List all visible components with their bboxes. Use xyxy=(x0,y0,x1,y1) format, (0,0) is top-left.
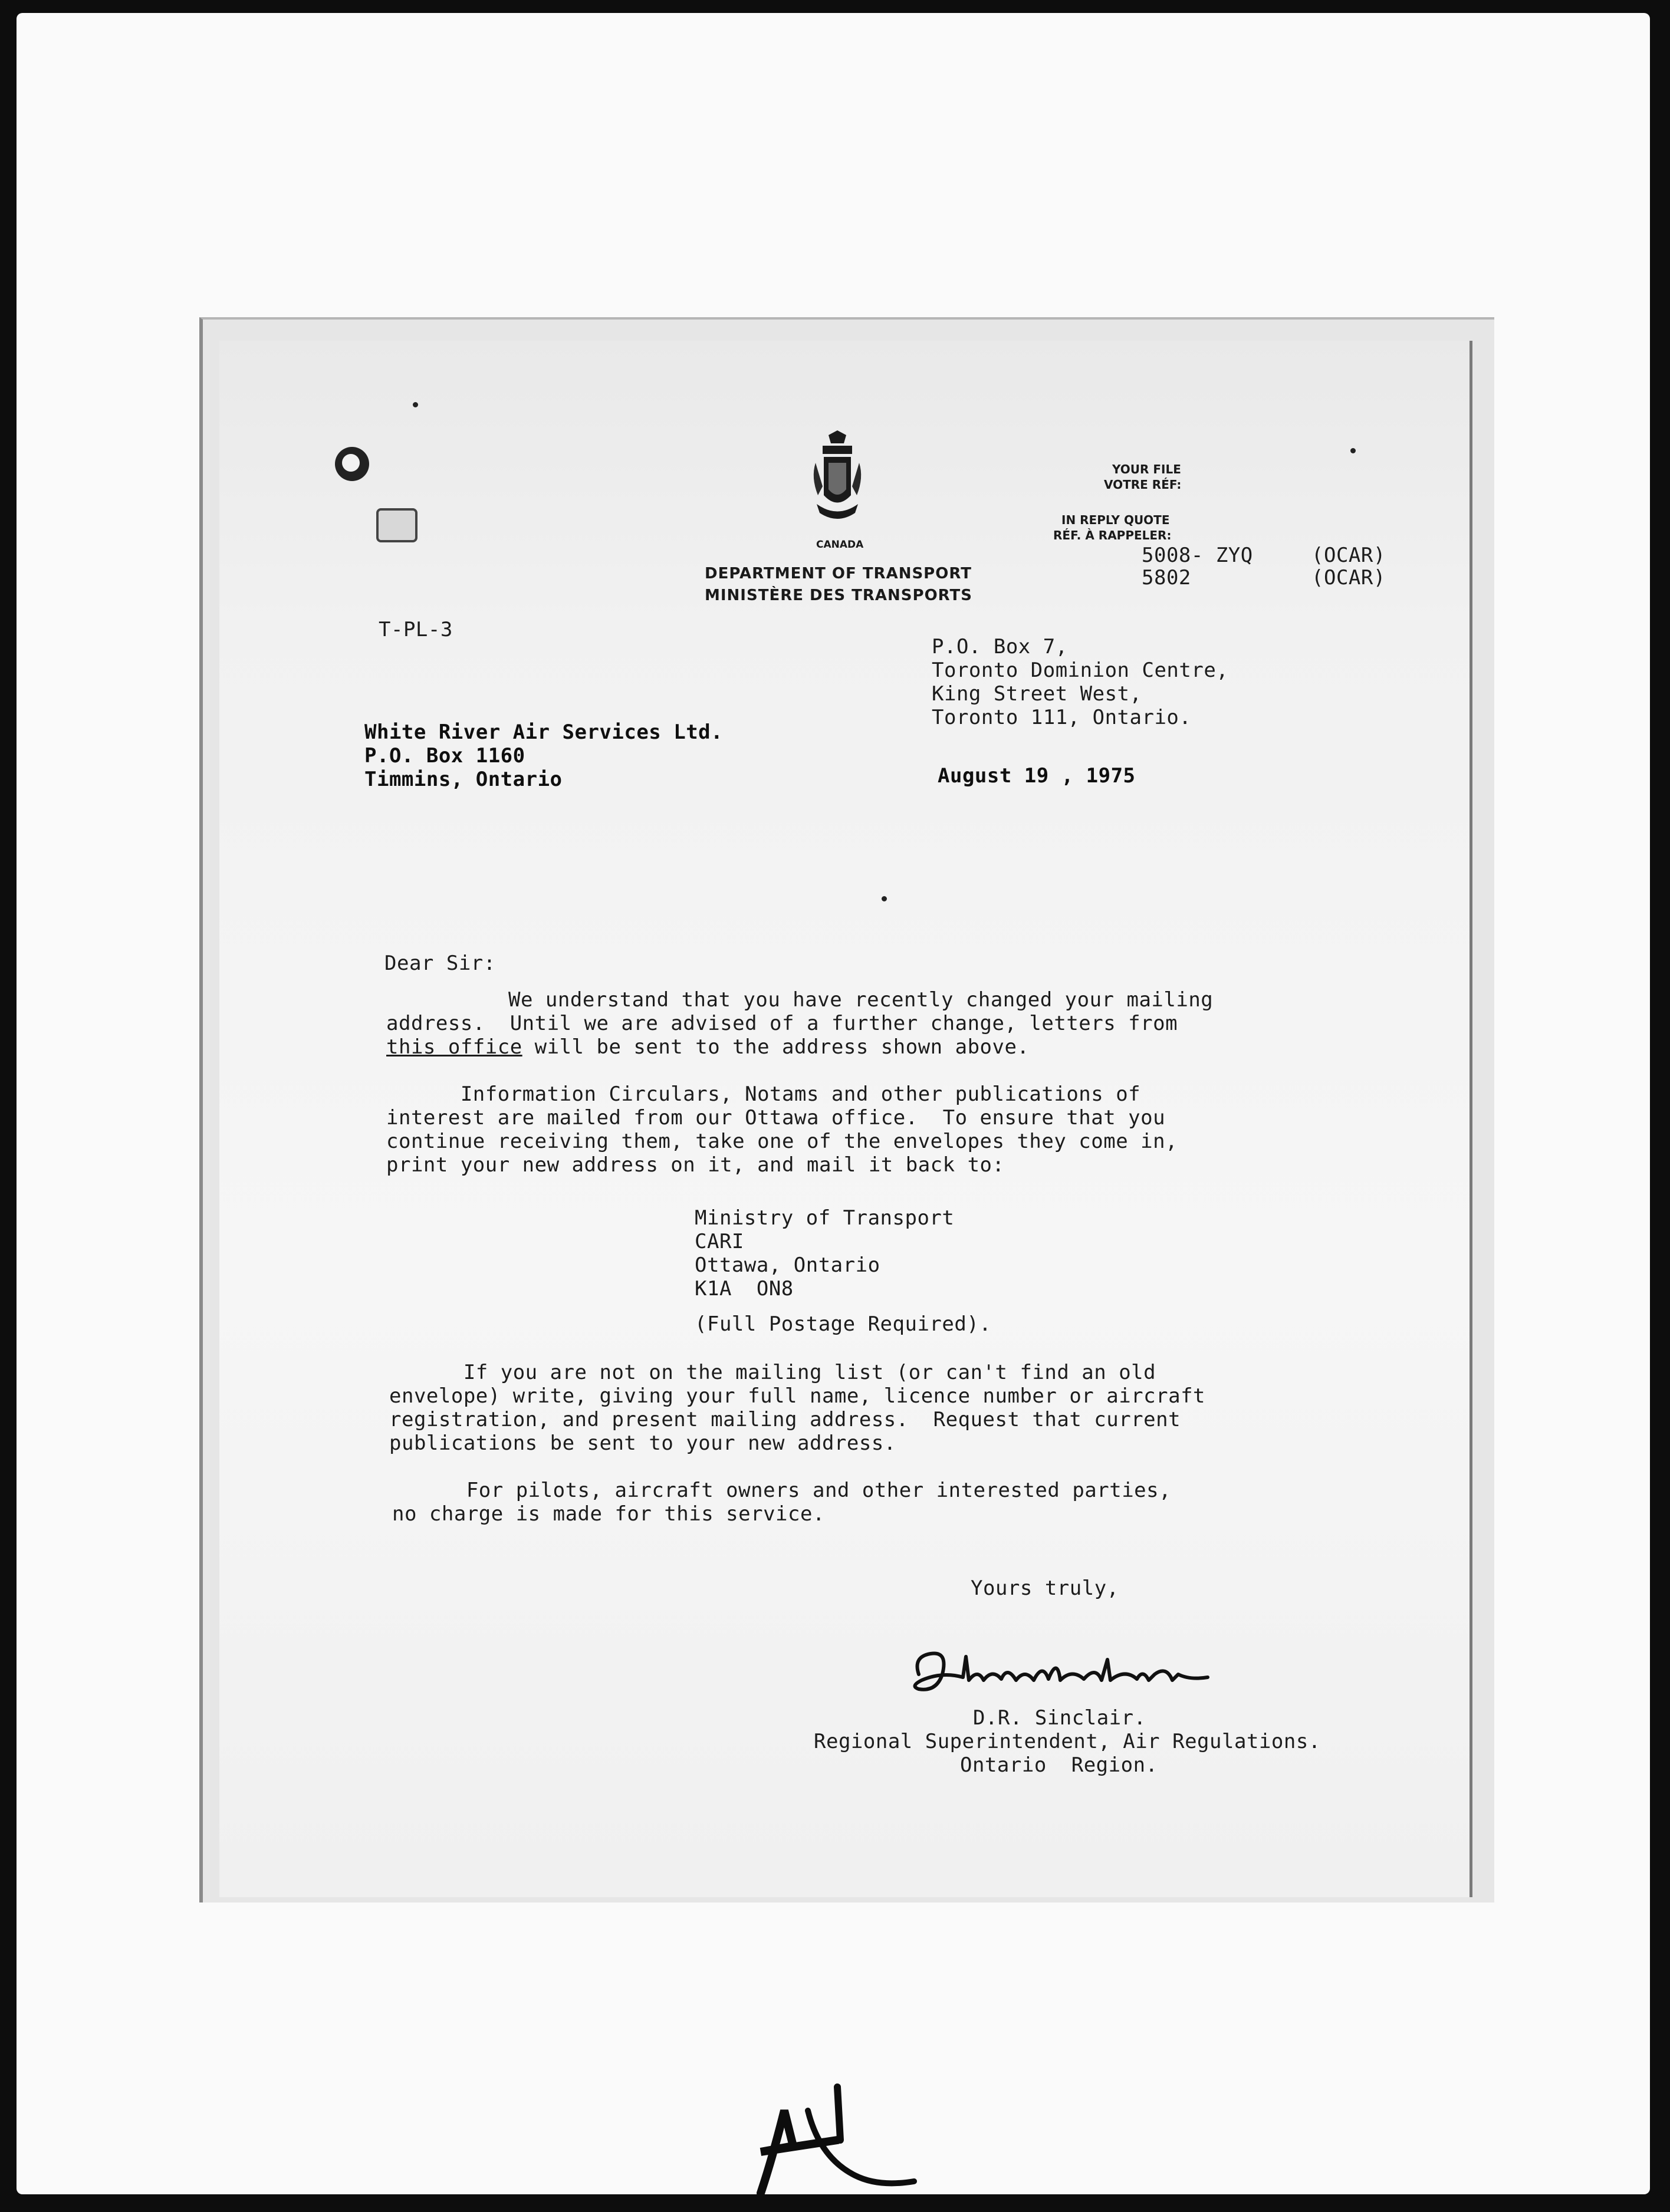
recipient-address-line: P.O. Box 1160 xyxy=(364,744,525,768)
speck xyxy=(1350,448,1356,453)
body-line: registration, and present mailing address. Request that current xyxy=(389,1408,1181,1431)
sender-address-line: Toronto Dominion Centre, xyxy=(932,659,1229,682)
mail-to-line: K1A ON8 xyxy=(695,1277,794,1301)
body-line: For pilots, aircraft owners and other interested parties, xyxy=(392,1479,1172,1502)
body-line xyxy=(386,1035,1029,1059)
sender-address-line: Toronto 111, Ontario. xyxy=(932,706,1192,729)
your-file-label-en: YOUR FILE xyxy=(1112,462,1181,476)
signatory-name: D.R. Sinclair. xyxy=(973,1706,1146,1730)
reply-quote-label-fr: RÉF. À RAPPELER: xyxy=(1053,528,1172,542)
body-line: We understand that you have recently changed your mailing xyxy=(508,988,1214,1012)
department-fr: MINISTÈRE DES TRANSPORTS xyxy=(705,587,972,604)
body-line: envelope) write, giving your full name, licence number or aircraft xyxy=(389,1384,1206,1408)
punch-hole xyxy=(335,447,369,481)
sender-address-line: P.O. Box 7, xyxy=(932,635,1068,659)
file-ref-1-suffix: (OCAR) xyxy=(1311,544,1386,567)
body-line: publications be sent to your new address. xyxy=(389,1431,896,1455)
body-line: no charge is made for this service. xyxy=(392,1502,825,1526)
mail-to-line: CARI xyxy=(695,1230,744,1253)
handwritten-signature xyxy=(907,1633,1219,1710)
handwritten-bottom-mark xyxy=(737,2075,926,2199)
salutation: Dear Sir: xyxy=(384,952,496,975)
file-ref-2-suffix: (OCAR) xyxy=(1311,566,1386,590)
file-ref-2: 5802 xyxy=(1142,566,1191,590)
your-file-label-fr: VOTRE RÉF: xyxy=(1104,478,1182,492)
speck xyxy=(882,896,887,901)
mail-to-line: Ministry of Transport xyxy=(695,1206,955,1230)
signatory-title: Regional Superintendent, Air Regulations. xyxy=(814,1730,1321,1753)
body-line: continue receiving them, take one of the envelopes they come in, xyxy=(386,1130,1178,1153)
mail-to-line: Ottawa, Ontario xyxy=(695,1253,880,1277)
body-line-rest: will be sent to the address shown above. xyxy=(522,1035,1030,1059)
postage-note: (Full Postage Required). xyxy=(695,1312,992,1336)
torn-mark xyxy=(376,508,418,542)
country-label: CANADA xyxy=(816,539,864,551)
coat-of-arms-icon xyxy=(805,430,870,542)
file-ref-1: 5008- ZYQ xyxy=(1142,544,1253,567)
body-line: If you are not on the mailing list (or can't find an old xyxy=(389,1361,1156,1384)
body-line: address. Until we are advised of a further change, letters from xyxy=(386,1012,1178,1035)
department-en: DEPARTMENT OF TRANSPORT xyxy=(705,565,972,582)
underlined-phrase: this office xyxy=(386,1035,522,1059)
body-line: print your new address on it, and mail it back to: xyxy=(386,1153,1005,1177)
form-code: T-PL-3 xyxy=(379,618,453,641)
signatory-region: Ontario Region. xyxy=(960,1753,1158,1777)
closing: Yours truly, xyxy=(971,1576,1119,1600)
sender-address-line: King Street West, xyxy=(932,682,1142,706)
recipient-address-line: White River Air Services Ltd. xyxy=(364,720,724,744)
reply-quote-label-en: IN REPLY QUOTE xyxy=(1061,513,1170,527)
speck xyxy=(413,402,418,407)
letter-date: August 19 , 1975 xyxy=(938,764,1136,788)
body-line: Information Circulars, Notams and other publications of xyxy=(386,1082,1141,1106)
recipient-address-line: Timmins, Ontario xyxy=(364,768,563,791)
body-line: interest are mailed from our Ottawa office. To ensure that you xyxy=(386,1106,1166,1130)
